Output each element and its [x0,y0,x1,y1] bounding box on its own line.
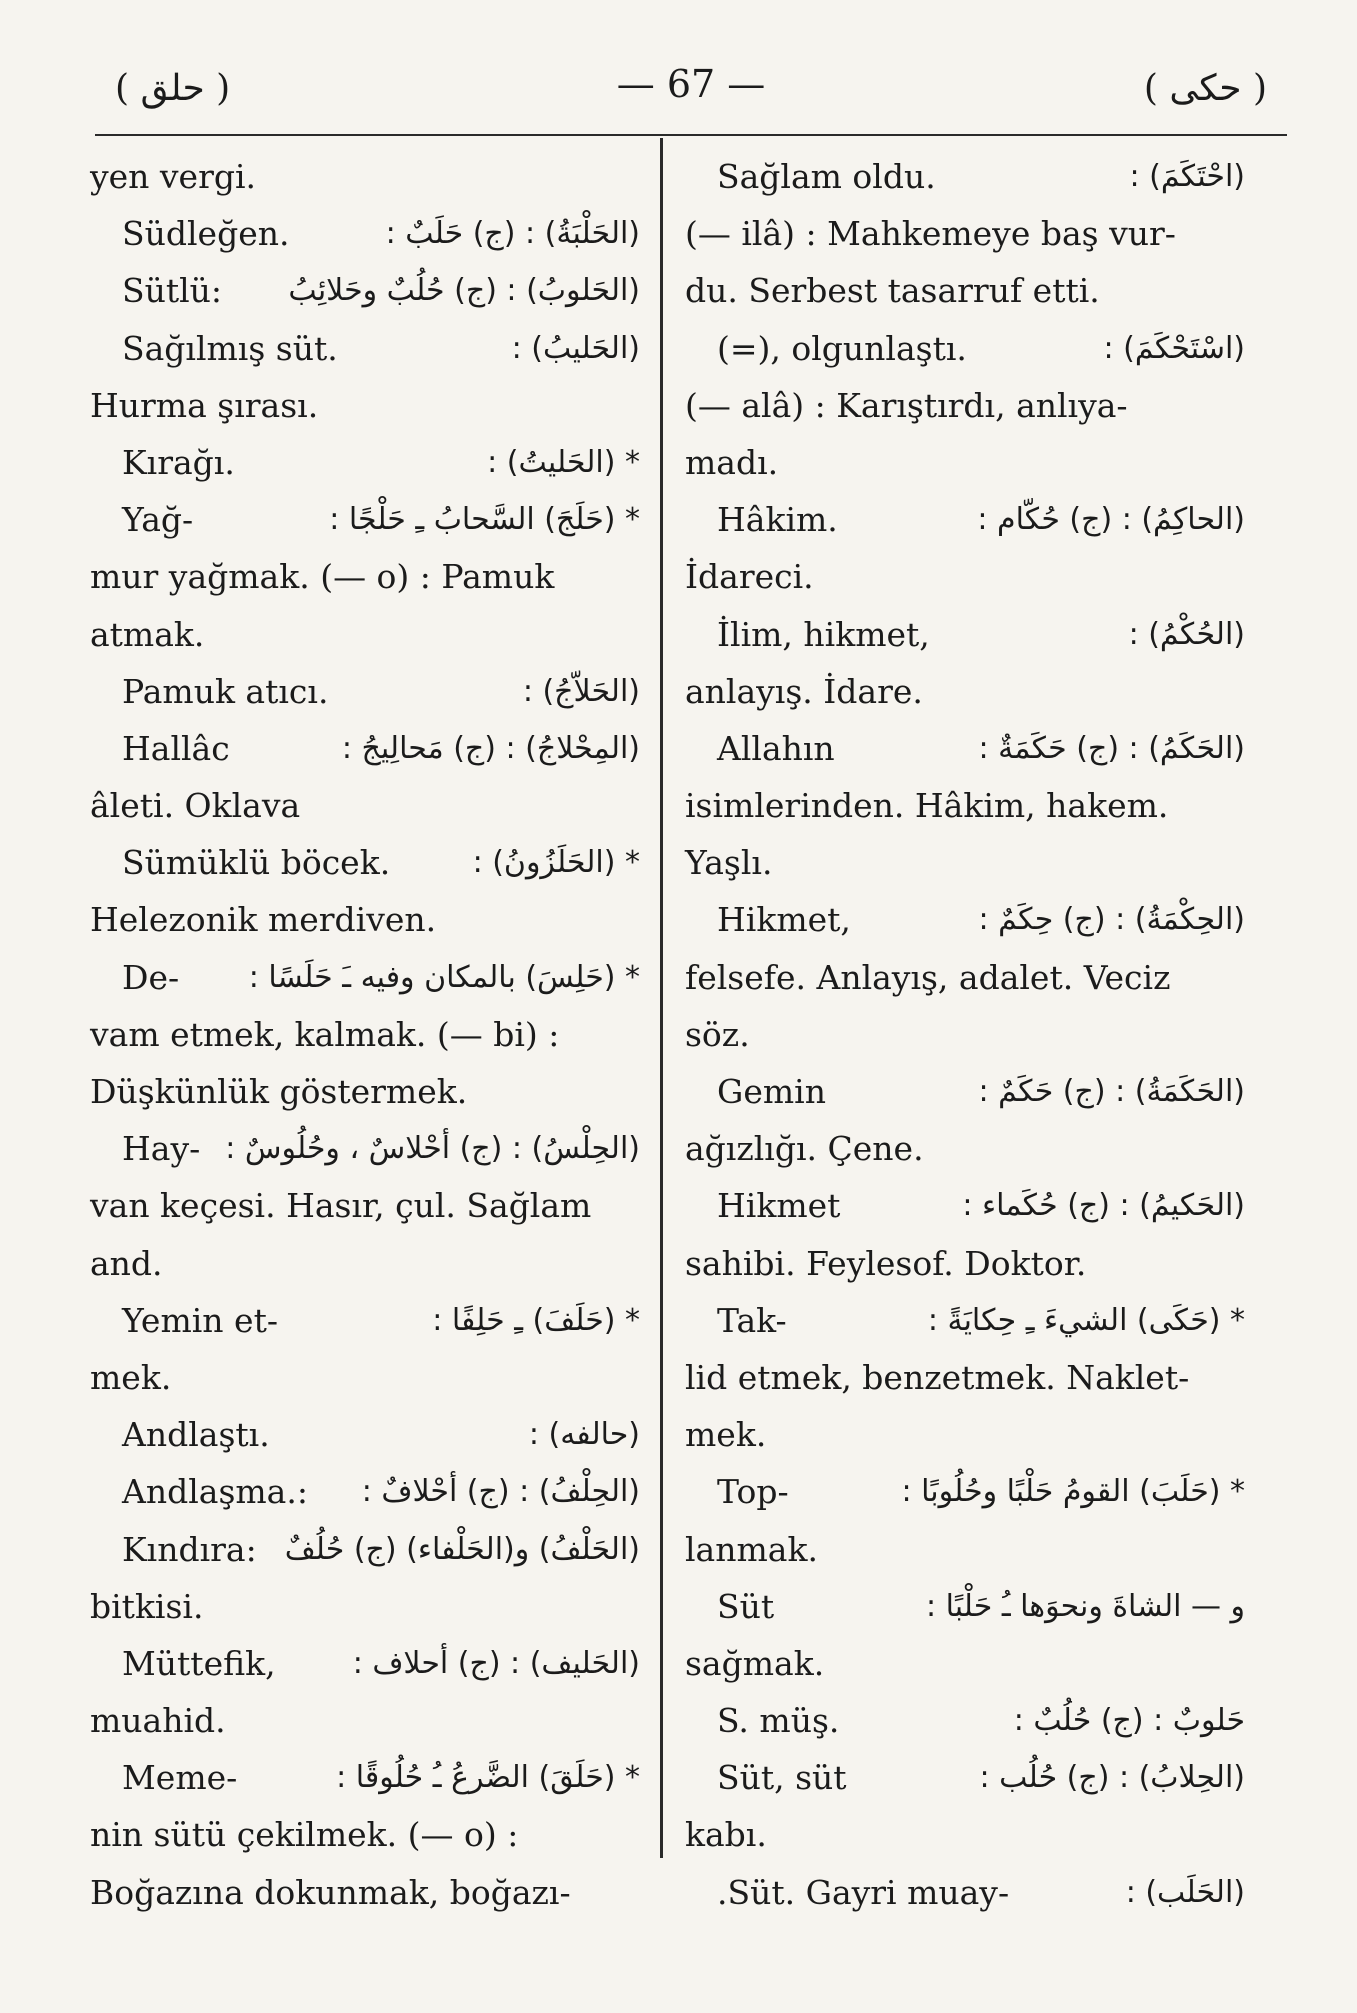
dictionary-line [685,548,1245,605]
turkish-text: İdareci. [685,557,814,597]
turkish-text: İlim, hikmet, [717,614,930,654]
turkish-text: madı. [685,442,779,482]
dictionary-line [90,1521,640,1578]
dictionary-line [90,720,640,777]
dictionary-line [90,891,640,948]
dictionary-line [685,377,1245,434]
turkish-text: De- [122,957,180,997]
dictionary-line [90,1120,640,1177]
dictionary-line [685,1692,1245,1749]
dictionary-line [685,1006,1245,1063]
dictionary-line [90,606,640,663]
turkish-text: Pamuk atıcı. [122,671,329,711]
dictionary-line [90,1349,640,1406]
turkish-text: and. [90,1243,163,1283]
turkish-text: ağızlığı. Çene. [685,1129,924,1169]
dictionary-line [685,1120,1245,1177]
turkish-text: Kındıra: [122,1529,257,1569]
dictionary-line [90,663,640,720]
turkish-text: felsefe. Anlayış, adalet. Veciz [685,957,1171,997]
turkish-text: anlayış. İdare. [685,671,923,711]
dictionary-line [685,1292,1245,1349]
dictionary-line [685,1749,1245,1806]
turkish-text: Andlaştı. [122,1415,270,1455]
dictionary-line [90,1006,640,1063]
turkish-text: Top- [717,1472,789,1512]
turkish-text: kabı. [685,1815,767,1855]
dictionary-line [685,1406,1245,1463]
dictionary-line [685,148,1245,205]
dictionary-line [90,1864,640,1921]
turkish-text: Andlaşma.: [122,1472,308,1512]
arabic-headword: * (حَلِسَ) بالمكان وفيه ـَ حَلَسًا : [248,959,640,995]
arabic-headword: * (الحَليتُ) : [487,444,640,480]
dictionary-line [90,834,640,891]
arabic-headword: * (حَكَى) الشيءَ ـِ حِكايَةً : [927,1302,1245,1338]
dictionary-line [90,1063,640,1120]
turkish-text: mek. [685,1415,767,1455]
turkish-text: söz. [685,1014,750,1054]
turkish-text: du. Serbest tasarruf etti. [685,271,1100,311]
arabic-headword: (الحَلْبَةُ) : (ج) حَلَبٌ : [385,216,640,252]
dictionary-line [685,834,1245,891]
arabic-headword: (اسْتَحْكَمَ) : [1103,330,1245,366]
header-right-keyword: ( حكى ) [1143,68,1267,109]
turkish-text: Yemin et- [122,1300,278,1340]
dictionary-line [90,1463,640,1520]
header-left-keyword: ( حلق ) [115,68,231,109]
arabic-headword: * (حَلَقَ) الضَّرعُ ـُ حُلُوقًا : [336,1760,640,1796]
dictionary-line [685,434,1245,491]
arabic-headword: (الحَلاّجُ) : [522,673,640,709]
turkish-text: Hâkim. [717,500,838,540]
dictionary-line [685,663,1245,720]
arabic-headword: (احْتَكَمَ) : [1129,159,1245,194]
turkish-text: (— alâ) : Karıştırdı, anlıya- [685,385,1128,425]
arabic-headword: (الحَليف) : (ج) أحلاف : [352,1645,640,1681]
arabic-headword: (الحَليبُ) : [511,330,640,366]
turkish-text: Boğazına dokunmak, boğazı- [90,1872,571,1912]
turkish-text: Sümüklü böcek. [122,843,391,883]
dictionary-line [90,320,640,377]
turkish-text: Yağ- [122,500,194,540]
turkish-text: Gemin [717,1072,826,1111]
dictionary-line [685,491,1245,548]
turkish-text: S. müş. [717,1701,840,1741]
dictionary-line [685,1463,1245,1520]
arabic-headword: (الحَلوبُ) : (ج) حُلُبٌ وحَلائِبُ [288,273,640,309]
dictionary-line [90,491,640,548]
dictionary-line [90,1406,640,1463]
dictionary-line [90,949,640,1006]
column-divider [660,138,663,1858]
turkish-text: atmak. [90,614,205,654]
turkish-text: sahibi. Feylesof. Doktor. [685,1243,1087,1283]
turkish-text: Süt [717,1586,775,1626]
dictionary-line [90,1806,640,1863]
turkish-text: Hurma şırası. [90,385,319,425]
turkish-text: Sağılmış süt. [122,328,338,368]
arabic-headword: (حالفه) : [528,1417,640,1453]
dictionary-line [90,434,640,491]
turkish-text: Yaşlı. [685,843,773,883]
dictionary-line [685,606,1245,663]
arabic-headword: (الحَكَمُ) : (ج) حَكَمَةٌ : [978,730,1245,766]
turkish-text: Hikmet, [717,900,851,940]
turkish-text: sağmak. [685,1643,825,1683]
dictionary-line [90,1635,640,1692]
dictionary-line [90,1292,640,1349]
page-header [95,62,1287,136]
turkish-text: Tak- [717,1300,787,1340]
arabic-headword: (الحِلابُ) : (ج) حُلُب : [979,1760,1245,1796]
dictionary-line [685,1635,1245,1692]
turkish-text: Süt, süt [717,1758,847,1798]
dictionary-line [685,777,1245,834]
turkish-text: Kırağı. [122,442,235,482]
dictionary-line [90,1692,640,1749]
left-column [90,148,640,1921]
turkish-text: Sütlü: [122,271,223,311]
turkish-text: Hallâc [122,728,230,768]
arabic-headword: * (حَلَبَ) القومُ حَلْبًا وحُلُوبًا : [901,1474,1245,1510]
dictionary-line [685,1864,1245,1921]
arabic-headword: * (حَلَفَ) ـِ حَلِفًا : [432,1302,640,1338]
dictionary-line [90,262,640,319]
arabic-headword: (الحِكْمَةُ) : (ج) حِكَمٌ : [978,902,1245,938]
dictionary-line [685,1235,1245,1292]
dictionary-line [685,262,1245,319]
arabic-headword: (الحِلْسُ) : (ج) أحْلاسٌ ، وحُلُوسٌ : [225,1131,640,1167]
dictionary-line [90,548,640,605]
turkish-text: nin sütü çekilmek. (— o) : [90,1815,519,1855]
dictionary-line [90,1749,640,1806]
dictionary-line [90,777,640,834]
page-number: — 67 — [616,62,766,106]
turkish-text: isimlerinden. Hâkim, hakem. [685,786,1169,826]
turkish-text: bitkisi. [90,1586,204,1626]
dictionary-line [90,205,640,262]
right-column [685,148,1245,1921]
turkish-text: mek. [90,1357,172,1397]
arabic-headword: (الحِلْفُ) : (ج) أحْلافٌ : [361,1474,640,1510]
dictionary-line [90,1235,640,1292]
dictionary-line [90,1177,640,1234]
arabic-headword: (الحَلَب) : [1125,1874,1245,1910]
dictionary-line [685,949,1245,1006]
turkish-text: Sağlam oldu. [717,157,936,196]
arabic-headword: * (حَلَجَ) السَّحابُ ـِ حَلْجًا : [329,502,640,538]
dictionary-line [685,1177,1245,1234]
dictionary-line [685,320,1245,377]
arabic-headword: (الحَكَمَةُ) : (ج) حَكَمٌ : [978,1074,1245,1109]
turkish-text: .Süt. Gayri muay- [717,1872,1010,1912]
turkish-text: vam etmek, kalmak. (— bi) : [90,1014,560,1054]
turkish-text: mur yağmak. (— o) : Pamuk [90,557,555,597]
arabic-headword: حَلوبٌ : (ج) حُلُبٌ : [1013,1703,1245,1739]
turkish-text: lanmak. [685,1529,818,1569]
dictionary-line [685,1349,1245,1406]
dictionary-line [90,377,640,434]
turkish-text: Hikmet [717,1186,841,1226]
turkish-text: muahid. [90,1701,226,1741]
turkish-text: Düşkünlük göstermek. [90,1072,468,1111]
turkish-text: Helezonik merdiven. [90,900,437,940]
turkish-text: (=), olgunlaştı. [717,328,967,368]
dictionary-line [685,720,1245,777]
arabic-headword: (الحَلْفُ) و(الحَلْفاء) (ج) حُلُفٌ [284,1531,640,1567]
turkish-text: Südleğen. [122,214,290,254]
dictionary-line [90,148,640,205]
turkish-text: Allahın [717,728,835,768]
arabic-headword: (الحاكِمُ) : (ج) حُكّام : [977,502,1245,538]
arabic-headword: * (الحَلَزُونُ) : [472,845,640,881]
dictionary-line [90,1578,640,1635]
dictionary-line [685,1063,1245,1120]
arabic-headword: (الحَكيمُ) : (ج) حُكَماء : [962,1188,1245,1224]
dictionary-line [685,205,1245,262]
turkish-text: Hay- [122,1129,201,1169]
turkish-text: lid etmek, benzetmek. Naklet- [685,1357,1190,1397]
dictionary-line [685,891,1245,948]
dictionary-line [685,1806,1245,1863]
dictionary-line [685,1578,1245,1635]
arabic-headword: و — الشاةَ ونحوَها ـُ حَلْبًا : [925,1588,1245,1624]
turkish-text: (— ilâ) : Mahkemeye baş vur- [685,214,1176,254]
dictionary-line [685,1521,1245,1578]
arabic-headword: (المِحْلاجُ) : (ج) مَحالِيجُ : [341,730,640,766]
turkish-text: van keçesi. Hasır, çul. Sağlam [90,1186,592,1226]
turkish-text: yen vergi. [90,157,257,196]
turkish-text: Meme- [122,1758,238,1798]
turkish-text: âleti. Oklava [90,786,301,826]
turkish-text: Müttefik, [122,1643,276,1683]
arabic-headword: (الحُكْمُ) : [1128,616,1245,652]
